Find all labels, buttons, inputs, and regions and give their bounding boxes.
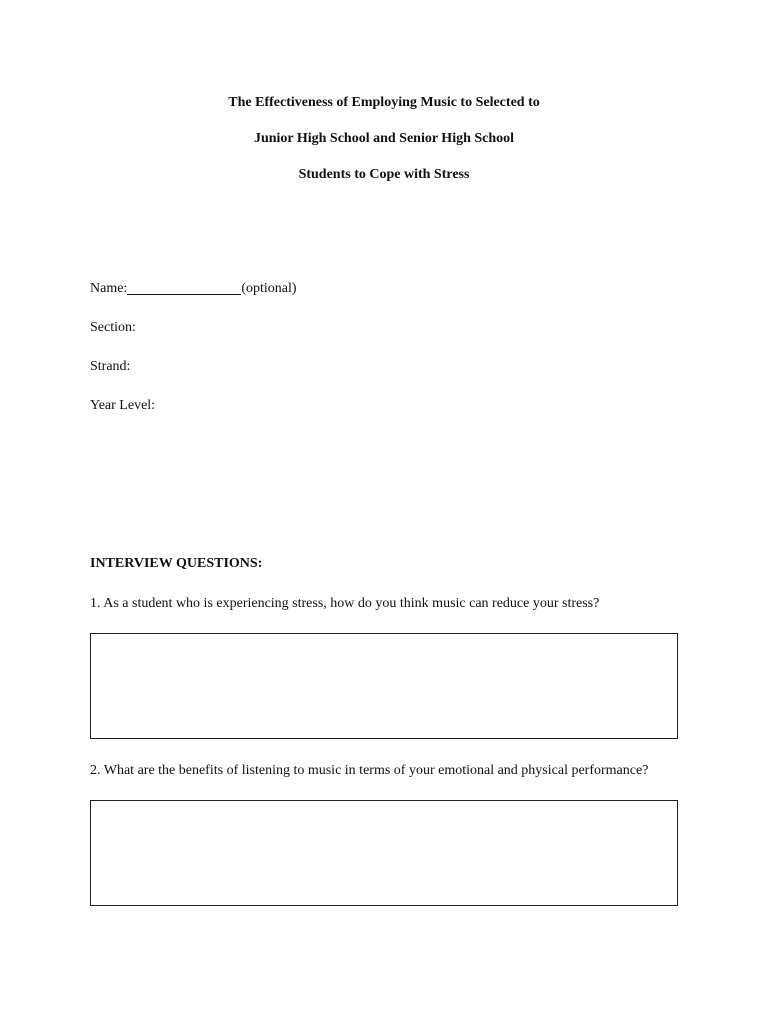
name-blank-line[interactable] (127, 280, 241, 295)
title-line-1: The Effectiveness of Employing Music to Selected to (228, 95, 540, 110)
answer-box-2[interactable] (90, 800, 678, 906)
answer-box-1[interactable] (90, 633, 678, 739)
strand-label: Strand: (90, 359, 131, 374)
question-1: 1. As a student who is experiencing stress, how do you think music can reduce your stress? (90, 596, 600, 611)
question-2: 2. What are the benefits of listening to music in terms of your emotional and physical performance? (90, 763, 649, 778)
name-optional-note: (optional) (241, 281, 297, 296)
year-level-label: Year Level: (90, 398, 156, 413)
section-label: Section: (90, 320, 136, 335)
name-field (90, 280, 297, 298)
title-line-3: Students to Cope with Stress (298, 167, 470, 182)
interview-questions-heading: INTERVIEW QUESTIONS: (90, 556, 263, 571)
title-line-2: Junior High School and Senior High School (253, 131, 515, 146)
name-label: Name: (90, 281, 128, 296)
